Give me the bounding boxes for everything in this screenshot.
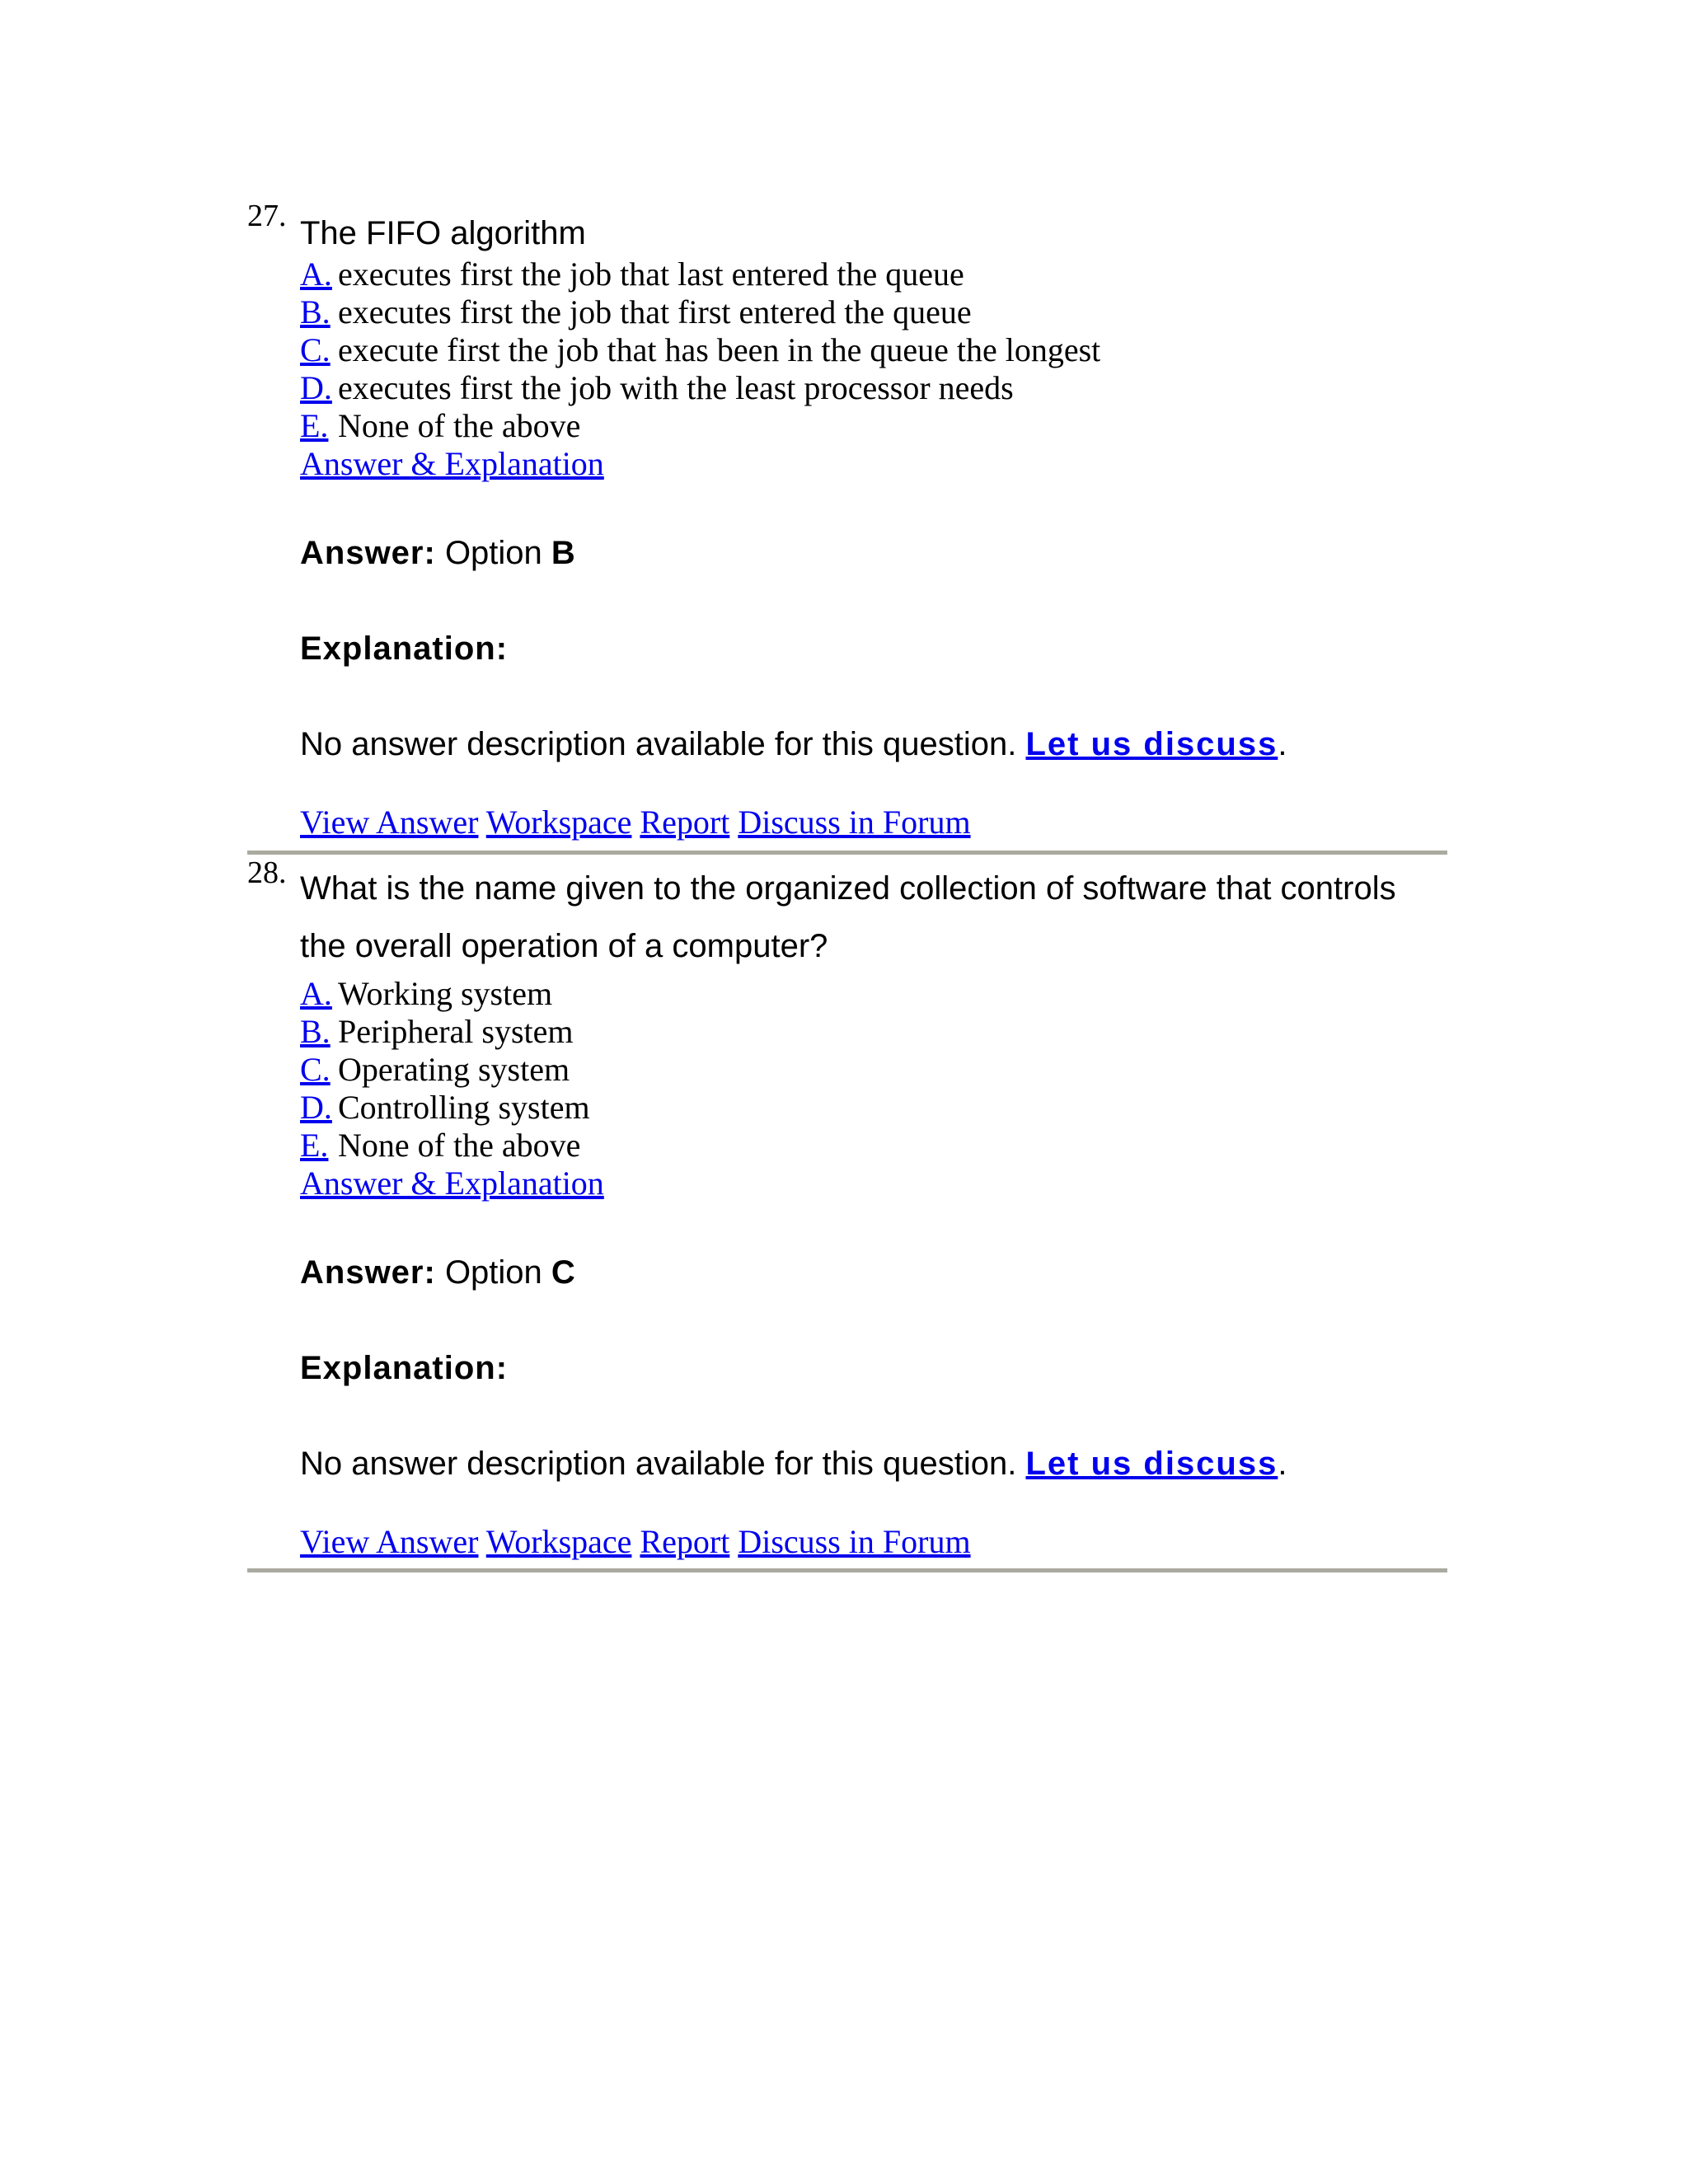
explanation-heading: Explanation: [300, 630, 509, 667]
let-us-discuss-link[interactable]: Let us discuss [1025, 726, 1278, 762]
option-e [300, 1127, 1447, 1165]
question-body [300, 199, 1447, 841]
option-b-text: executes first the job that first entered the queue [338, 293, 972, 330]
option-d [300, 369, 1447, 407]
option-e-link[interactable]: E. [300, 407, 329, 444]
discuss-forum-link[interactable]: Discuss in Forum [738, 1523, 971, 1560]
option-b-link[interactable]: B. [300, 1013, 331, 1050]
footer-links [300, 804, 1447, 841]
explanation-text: No answer description available for this question. Let us discuss. [300, 1446, 1287, 1482]
option-c-text: execute first the job that has been in the queue the longest [338, 331, 1101, 368]
option-c [300, 1051, 1447, 1089]
workspace-link[interactable]: Workspace [485, 1523, 632, 1560]
answer-line [300, 1253, 1447, 1292]
option-c-text: Operating system [338, 1051, 570, 1088]
answer-explanation-link[interactable]: Answer & Explanation [300, 445, 604, 482]
option-d [300, 1089, 1447, 1127]
answer-prefix: Option [444, 535, 542, 571]
answer-option: C [551, 1254, 575, 1291]
option-e-text: None of the above [338, 407, 581, 444]
let-us-discuss-link[interactable]: Let us discuss [1025, 1446, 1278, 1482]
question-number: 27. [247, 199, 287, 233]
question-text: The FIFO algorithm [300, 215, 586, 251]
question-text: What is the name given to the organized collection of software that controls the overall operation of a computer? [300, 870, 1396, 964]
explanation-text: No answer description available for this question. Let us discuss. [300, 726, 1287, 762]
answer-label: Answer: [300, 535, 436, 571]
view-answer-link[interactable]: View Answer [300, 1523, 479, 1560]
option-a-link[interactable]: A. [300, 975, 332, 1012]
answer-option: B [551, 535, 575, 571]
option-d-link[interactable]: D. [300, 1089, 332, 1126]
answer-label: Answer: [300, 1254, 436, 1291]
question-body [300, 856, 1447, 1561]
option-b [300, 1013, 1447, 1051]
option-a [300, 255, 1447, 293]
answer-explanation-link[interactable]: Answer & Explanation [300, 1165, 604, 1202]
option-d-text: Controlling system [338, 1089, 590, 1126]
option-c [300, 331, 1447, 369]
option-e-link[interactable]: E. [300, 1127, 329, 1164]
report-link[interactable]: Report [640, 1523, 730, 1560]
option-a-link[interactable]: A. [300, 255, 332, 293]
option-c-link[interactable]: C. [300, 1051, 331, 1088]
option-b-text: Peripheral system [338, 1013, 574, 1050]
option-a-text: executes first the job that last entered the queue [338, 255, 964, 293]
option-e [300, 407, 1447, 445]
explanation-body: No answer description available for this question. [300, 726, 1017, 762]
view-answer-link[interactable]: View Answer [300, 804, 479, 841]
option-b [300, 293, 1447, 331]
report-link[interactable]: Report [640, 804, 730, 841]
option-a [300, 975, 1447, 1013]
options-list [300, 975, 1447, 1165]
option-e-text: None of the above [338, 1127, 581, 1164]
question-divider [247, 1568, 1447, 1572]
footer-links [300, 1523, 1447, 1561]
answer-prefix: Option [444, 1254, 542, 1291]
option-c-link[interactable]: C. [300, 331, 331, 368]
options-list [300, 255, 1447, 445]
option-b-link[interactable]: B. [300, 293, 331, 330]
explanation-body: No answer description available for this question. [300, 1446, 1017, 1482]
question-divider [247, 851, 1447, 855]
explanation-heading: Explanation: [300, 1350, 509, 1386]
answer-line [300, 533, 1447, 573]
option-a-text: Working system [338, 975, 553, 1012]
option-d-link[interactable]: D. [300, 369, 332, 406]
workspace-link[interactable]: Workspace [485, 804, 632, 841]
question-number: 28. [247, 855, 287, 890]
option-d-text: executes first the job with the least processor needs [338, 369, 1014, 406]
discuss-forum-link[interactable]: Discuss in Forum [738, 804, 971, 841]
